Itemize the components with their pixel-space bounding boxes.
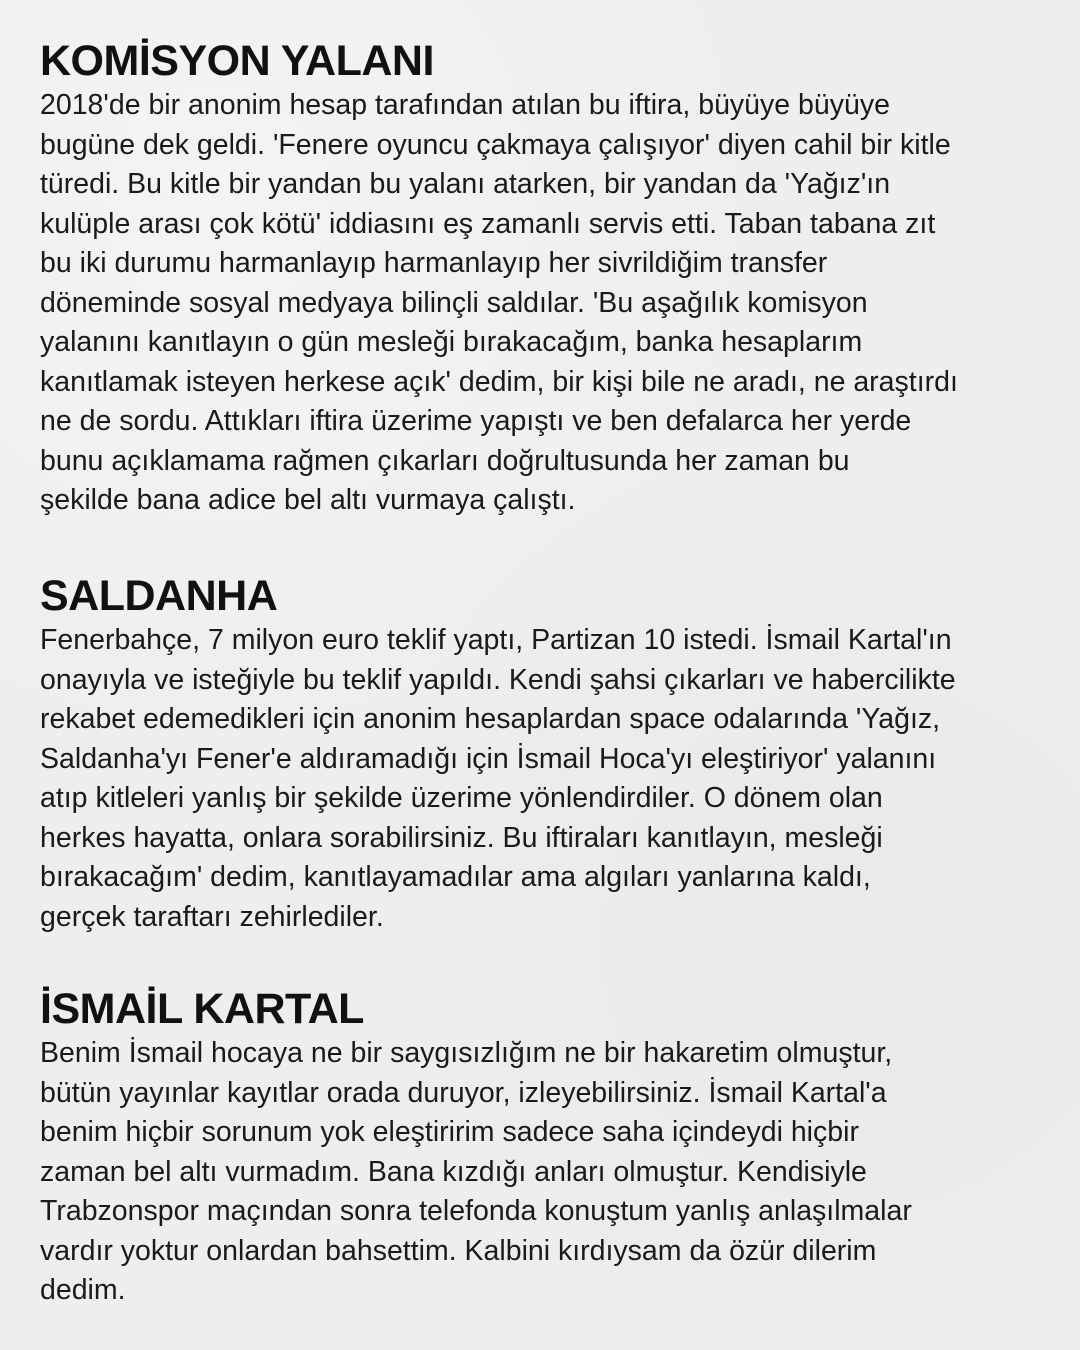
text-line: atıp kitleleri yanlış bir şekilde üzerime yönlendirdiler. O dönem olan — [40, 782, 883, 814]
section-heading: KOMİSYON YALANI — [40, 37, 434, 85]
text-line: kanıtlamak isteyen herkese açık' dedim, bir kişi bile ne aradı, ne araştırdı — [40, 365, 958, 398]
text-line: herkes hayatta, onlara sorabilirsiniz. Bu iftiraları kanıtlayın, mesleği — [40, 821, 883, 854]
section-body — [40, 1034, 1050, 1311]
text-line: onayıyla ve isteğiyle bu teklif yapıldı. Kendi şahsi çıkarları ve habercilikte — [40, 663, 956, 696]
section-saldanha — [40, 571, 1050, 937]
text-line: dedim. — [40, 1274, 126, 1306]
text-line: Saldanha'yı Fener'e aldıramadığı için İsmail Hoca'yı eleştiriyor' yalanını — [40, 742, 937, 775]
text-line: bunu açıklamama rağmen çıkarları doğrultusunda her zaman bu — [40, 444, 850, 477]
text-line: gerçek taraftarı zehirlediler. — [40, 900, 384, 933]
text-line: Trabzonspor maçından sonra telefonda konuştum yanlış anlaşılmalar — [40, 1195, 912, 1227]
text-line: rekabet edemedikleri için anonim hesaplardan space odalarında 'Yağız, — [40, 703, 941, 735]
text-line: türedi. Bu kitle bir yandan bu yalanı atarken, bir yandan da 'Yağız'ın — [40, 168, 891, 200]
text-line: bırakacağım' dedim, kanıtlayamadılar ama algıları yanlarına kaldı, — [40, 861, 871, 893]
text-line: yalanını kanıtlayın o gün mesleği bırakacağım, banka hesaplarım — [40, 326, 863, 358]
text-line: 2018'de bir anonim hesap tarafından atılan bu iftira, büyüye büyüye — [40, 89, 890, 121]
text-line: Fenerbahçe, 7 milyon euro teklif yaptı, Partizan 10 istedi. İsmail Kartal'ın — [40, 624, 952, 656]
text-line: bu iki durumu harmanlayıp harmanlayıp her sivrildiğim transfer — [40, 247, 828, 279]
text-line: vardır yoktur onlardan bahsettim. Kalbini kırdıysam da özür dilerim — [40, 1234, 877, 1267]
text-line: benim hiçbir sorunum yok eleştiririm sadece saha içindeydi hiçbir — [40, 1116, 859, 1148]
section-heading: SALDANHA — [40, 572, 278, 620]
text-line: bütün yayınlar kayıtlar orada duruyor, izleyebilirsiniz. İsmail Kartal'a — [40, 1076, 887, 1109]
text-line: zaman bel altı vurmadım. Bana kızdığı anları olmuştur. Kendisiyle — [40, 1155, 867, 1188]
section-body — [40, 621, 1050, 937]
text-line: ne de sordu. Attıkları iftira üzerime yapıştı ve ben defalarca her yerde — [40, 405, 912, 437]
section-ismail-kartal — [40, 984, 1050, 1311]
section-heading: İSMAİL KARTAL — [40, 985, 364, 1033]
text-line: Benim İsmail hocaya ne bir saygısızlığım ne bir hakaretim olmuştur, — [40, 1037, 893, 1069]
text-line: şekilde bana adice bel altı vurmaya çalıştı. — [40, 484, 576, 516]
section-komisyon-yalani — [40, 36, 1050, 521]
text-line: döneminde sosyal medyaya bilinçli saldılar. 'Bu aşağılık komisyon — [40, 286, 868, 319]
text-line: bugüne dek geldi. 'Fenere oyuncu çakmaya çalışıyor' diyen cahil bir kitle — [40, 128, 951, 161]
text-line: kulüple arası çok kötü' iddiasını eş zamanlı servis etti. Taban tabana zıt — [40, 207, 936, 240]
section-body — [40, 86, 1050, 521]
